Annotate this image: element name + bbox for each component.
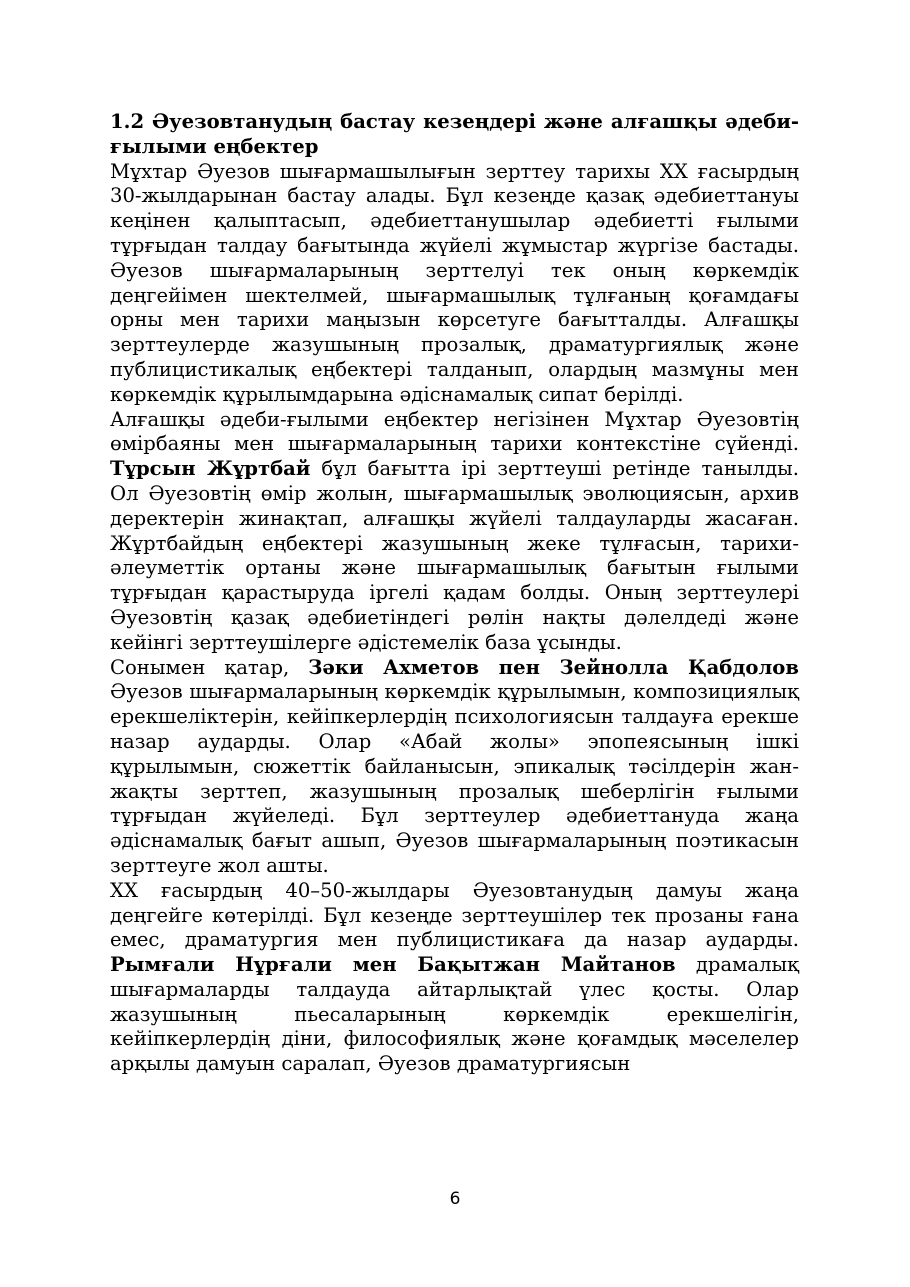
paragraph-3-text-after: Әуезов шығармаларының көркемдік құрылымын, композициялық ерекшеліктерін, кейіпкерлердің психологиясын талдауға ерекше назар аударды. Олар «Абай жолы» эпопеясының ішкі құрылымын, сюжеттік байланысын, эпикалық тәсілдерін жан-жақты зерттеп, жазушының прозалық шеберлігін ғылыми тұрғыдан жүйеледі. Бұл зерттеулер әдебиеттануда жаңа әдіснамалық бағыт ашып, Әуезов шығармаларының поэтикасын зерттеуге жол ашты.: [110, 680, 799, 877]
paragraph-4-bold-names: Рымғали Нұрғали мен Бақытжан Майтанов: [110, 953, 676, 977]
page-number: 6: [449, 1189, 461, 1209]
paragraph-3-bold-names: Зәки Ахметов пен Зейнолла Қабдолов: [308, 655, 799, 679]
paragraph-4-text-before: ХХ ғасырдың 40–50-жылдары Әуезовтанудың дамуы жаңа деңгейге көтерілді. Бұл кезеңде зерттеушілер тек прозаны ғана емес, драматургия мен публицистикаға да назар аударды.: [110, 878, 799, 952]
section-heading: 1.2 Әуезовтанудың бастау кезеңдері және алғашқы әдеби-ғылыми еңбектер: [110, 110, 799, 158]
paragraph-2-bold-name: Тұрсын Жұртбай: [110, 457, 311, 481]
paragraph-2: [110, 408, 799, 656]
paragraph-1: [110, 160, 799, 408]
paragraph-4: [110, 879, 799, 1077]
paragraph-2-text-before: Алғашқы әдеби-ғылыми еңбектер негізінен Мұхтар Әуезовтің өмірбаяны мен шығармаларының тарихи контекстіне сүйенді.: [110, 407, 799, 456]
paragraph-1-text: Мұхтар Әуезов шығармашылығын зерттеу тарихы ХХ ғасырдың 30-жылдарынан бастау алады. Бұл кезеңде қазақ әдебиеттануы кеңінен қалыптасып, әдебиеттанушылар әдебиетті ғылыми тұрғыдан талдау бағытында жүйелі жұмыстар жүргізе бастады. Әуезов шығармаларының зерттелуі тек оның көркемдік деңгейімен шектелмей, шығармашылық тұлғаның қоғамдағы орны мен тарихи маңызын көрсетуге бағытталды. Алғашқы зерттеулерде жазушының прозалық, драматургиялық және публицистикалық еңбектері талданып, олардың мазмұны мен көркемдік құрылымдарына әдіснамалық сипат берілді.: [110, 159, 799, 406]
paragraph-3: [110, 656, 799, 879]
page-content: [110, 110, 799, 1077]
paragraph-2-text-after: бұл бағытта ірі зерттеуші ретінде танылды. Ол Әуезовтің өмір жолын, шығармашылық эволюциясын, архив деректерін жинақтап, алғашқы жүйелі талдауларды жасаған. Жұртбайдың еңбектері жазушының жеке тұлғасын, тарихи-әлеуметтік ортаны және шығармашылық бағытын ғылыми тұрғыдан қарастыруда іргелі қадам болды. Оның зерттеулері Әуезовтің қазақ әдебиетіндегі рөлін нақты дәлелдеді және кейінгі зерттеушілерге әдістемелік база ұсынды.: [110, 457, 799, 654]
paragraph-4-text-after: драмалық шығармаларды талдауда айтарлықтай үлес қосты. Олар жазушының пьесаларының көркемдік ерекшелігін, кейіпкерлердің діни, философиялық және қоғамдық мәселелер арқылы дамуын саралап, Әуезов драматургиясын: [110, 953, 799, 1076]
paragraph-3-text-before: Сонымен қатар,: [110, 655, 309, 679]
